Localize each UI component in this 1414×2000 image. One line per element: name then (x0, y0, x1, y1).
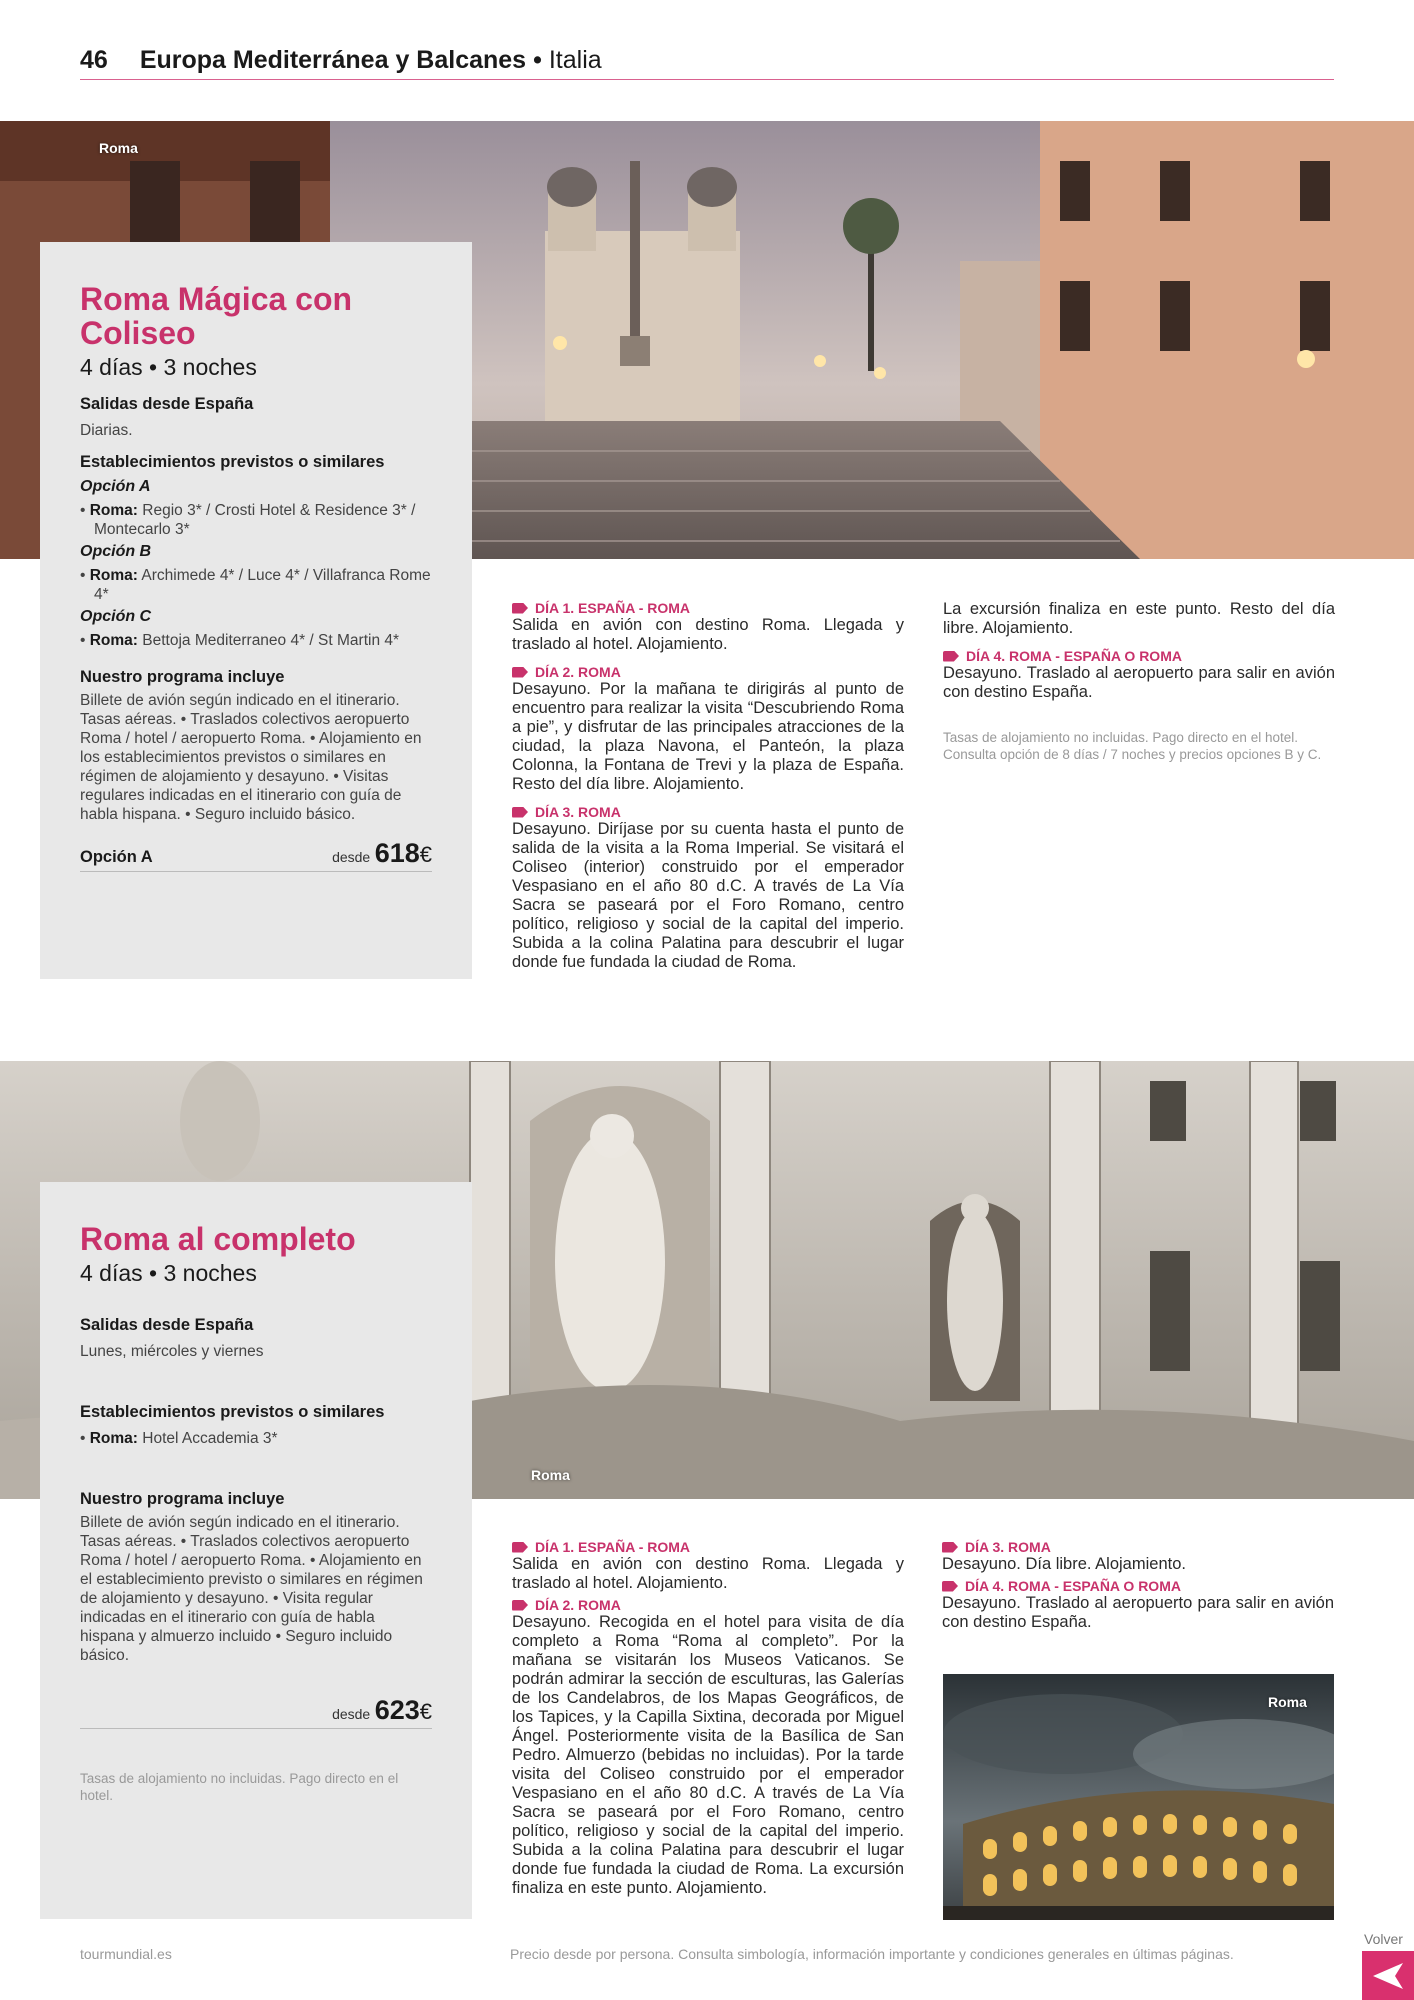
page-header (80, 46, 1334, 80)
trip-info-panel (40, 1182, 472, 1919)
day-title: DÍA 1. ESPAÑA - ROMA (512, 1539, 904, 1555)
tag-icon (512, 667, 528, 678)
hotels-label: Establecimientos previstos o similares (80, 453, 385, 471)
departures-value: Lunes, miércoles y viernes (80, 1343, 264, 1360)
hotels-label: Establecimientos previstos o similares (80, 1403, 385, 1421)
day-title: DÍA 2. ROMA (512, 664, 904, 680)
option-b-label: Opción B (80, 543, 152, 560)
program-label: Nuestro programa incluye (80, 1490, 285, 1508)
trip-title: Roma Mágica con Coliseo (80, 281, 353, 351)
option-c-label: Opción C (80, 608, 152, 625)
price-amount: 618 (374, 838, 420, 868)
day-title: DÍA 4. ROMA - ESPAÑA O ROMA (942, 1578, 1334, 1594)
tag-icon (942, 1542, 958, 1553)
tag-icon (943, 651, 959, 662)
site-link[interactable]: tourmundial.es (80, 1946, 172, 1962)
back-label: Volver (1364, 1931, 1403, 1947)
itinerary-column-1 (512, 1539, 904, 1898)
day-text: Desayuno. Día libre. Alojamiento. (942, 1555, 1186, 1573)
price-from: desde (332, 1706, 371, 1722)
arrow-left-icon (1373, 1963, 1403, 1989)
photo-caption: Roma (1268, 1694, 1307, 1710)
country-name: Italia (548, 46, 602, 74)
tag-icon (512, 1542, 528, 1553)
option-b-hotels: • Roma: Archimede 4* / Luce 4* / Villafranca Rome 4* (80, 567, 431, 603)
day-title: DÍA 3. ROMA (512, 804, 904, 820)
price-amount: 623 (374, 1695, 420, 1725)
photo-caption: Roma (99, 140, 138, 156)
day-text: Desayuno. Recogida en el hotel para visita de día completo a Roma “Roma al completo”. Por la mañana se visitarán los Museos Vaticanos. Se podrán admirar la sección de esculturas, las Galerías de los Candelabros, de los Mapas Geográficos, de los Tapices, y la Capilla Sixtina, decorada por Miguel Ángel. Posteriormente visita de la Basílica de San Pedro. Almuerzo (bebidas no incluidas). Por la tarde visita del Coliseo construido por el emperador Vespasiano en el año 80 d.C. A través de La Vía Sacra se paseará por el Foro Romano, centro político, religioso y social de la capital del imperio. Subida a la colina Palatina para descubrir el lugar donde fue fundada la ciudad de Roma. La excursión finaliza en este punto. Alojamiento. (512, 1613, 904, 1897)
colosseum-photo (943, 1674, 1334, 1920)
hotel-item: • Roma: Hotel Accademia 3* (80, 1430, 278, 1447)
day-title: DÍA 2. ROMA (512, 1597, 904, 1613)
trip-note: Tasas de alojamiento no incluidas. Pago directo en el hotel. (80, 1771, 399, 1803)
price-from: desde (332, 849, 371, 865)
departures-label: Salidas desde España (80, 1316, 254, 1334)
trip-note: Tasas de alojamiento no incluidas. Pago directo en el hotel. Consulta opción de 8 días / 7 noches y precios opciones B y C. (943, 730, 1322, 762)
trip-duration: 4 días • 3 noches (80, 354, 257, 380)
option-c-hotels: • Roma: Bettoja Mediterraneo 4* / St Martin 4* (80, 632, 400, 649)
footer-disclaimer: Precio desde por persona. Consulta simbología, información importante y condiciones generales en últimas páginas. (510, 1946, 1234, 1962)
tag-icon (512, 603, 528, 614)
itinerary-column-2 (942, 1539, 1334, 1632)
option-a-label: Opción A (80, 478, 151, 495)
header-separator: • (533, 46, 542, 74)
day-title: DÍA 3. ROMA (942, 1539, 1334, 1555)
itinerary-column-1 (512, 600, 904, 972)
trip-title: Roma al completo (80, 1221, 356, 1257)
day-text: Salida en avión con destino Roma. Llegada y traslado al hotel. Alojamiento. (512, 616, 904, 653)
day-text: Salida en avión con destino Roma. Llegada y traslado al hotel. Alojamiento. (512, 1555, 904, 1592)
tag-icon (512, 1600, 528, 1611)
tag-icon (942, 1581, 958, 1592)
trip-info-panel (40, 242, 472, 979)
program-text: Billete de avión según indicado en el itinerario. Tasas aéreas. • Traslados colectivos aeropuerto Roma / hotel / aeropuerto Roma. • Alojamiento en el establecimiento previsto o similares en régimen de alojamiento y desayuno. • Visita regular indicadas en el itinerario con guía de habla hispana y almuerzo incluido • Seguro incluido básico. (80, 1514, 423, 1664)
itinerary-column-2 (943, 600, 1335, 763)
page-number: 46 (80, 46, 108, 74)
tag-icon (512, 807, 528, 818)
day-text: Desayuno. Traslado al aeropuerto para salir en avión con destino España. (942, 1594, 1334, 1631)
day-title: DÍA 4. ROMA - ESPAÑA O ROMA (943, 648, 1335, 664)
day-text: Desayuno. Por la mañana te dirigirás al punto de encuentro para realizar la visita “Descubriendo Roma a pie”, y disfrutar de las principales atracciones de la ciudad, la plaza Navona, el Panteón, la plaza Colonna, la Fontana de Trevi y la plaza de España. Resto del día libre. Alojamiento. (512, 680, 904, 793)
departures-label: Salidas desde España (80, 395, 254, 413)
option-a-hotels: • Roma: Regio 3* / Crosti Hotel & Residence 3* / Montecarlo 3* (80, 502, 416, 538)
photo-caption: Roma (531, 1467, 570, 1483)
day-text: Desayuno. Traslado al aeropuerto para salir en avión con destino España. (943, 664, 1335, 701)
price (332, 1695, 432, 1726)
departures-value: Diarias. (80, 422, 133, 439)
price (332, 838, 432, 869)
program-label: Nuestro programa incluye (80, 668, 285, 686)
price-currency: € (419, 842, 432, 867)
price-currency: € (419, 1699, 432, 1724)
section-title: Europa Mediterránea y Balcanes (139, 46, 527, 74)
price-row (80, 1695, 432, 1729)
back-button[interactable] (1362, 1951, 1414, 2000)
price-row (80, 838, 432, 872)
day-text: Desayuno. Diríjase por su cuenta hasta el punto de salida de la visita a la Roma Imperial. Se visitará el Coliseo (interior) construido por el emperador Vespasiano en el año 80 d.C. A través de La Vía Sacra se paseará por el Foro Romano, centro político, religioso y social de la capital del imperio. Subida a la colina Palatina para descubrir el lugar donde fue fundada la ciudad de Roma. (512, 820, 904, 971)
day-title: DÍA 1. ESPAÑA - ROMA (512, 600, 904, 616)
trip-duration: 4 días • 3 noches (80, 1260, 257, 1286)
program-text: Billete de avión según indicado en el itinerario. Tasas aéreas. • Traslados colectivos aeropuerto Roma / hotel / aeropuerto Roma. • Alojamiento en los establecimientos previstos o similares en régimen de alojamiento y desayuno. • Visitas regulares indicadas en el itinerario con guía de habla hispana. • Seguro incluido básico. (80, 692, 422, 823)
price-option: Opción A (80, 848, 153, 866)
day-continuation: La excursión finaliza en este punto. Resto del día libre. Alojamiento. (943, 600, 1335, 637)
